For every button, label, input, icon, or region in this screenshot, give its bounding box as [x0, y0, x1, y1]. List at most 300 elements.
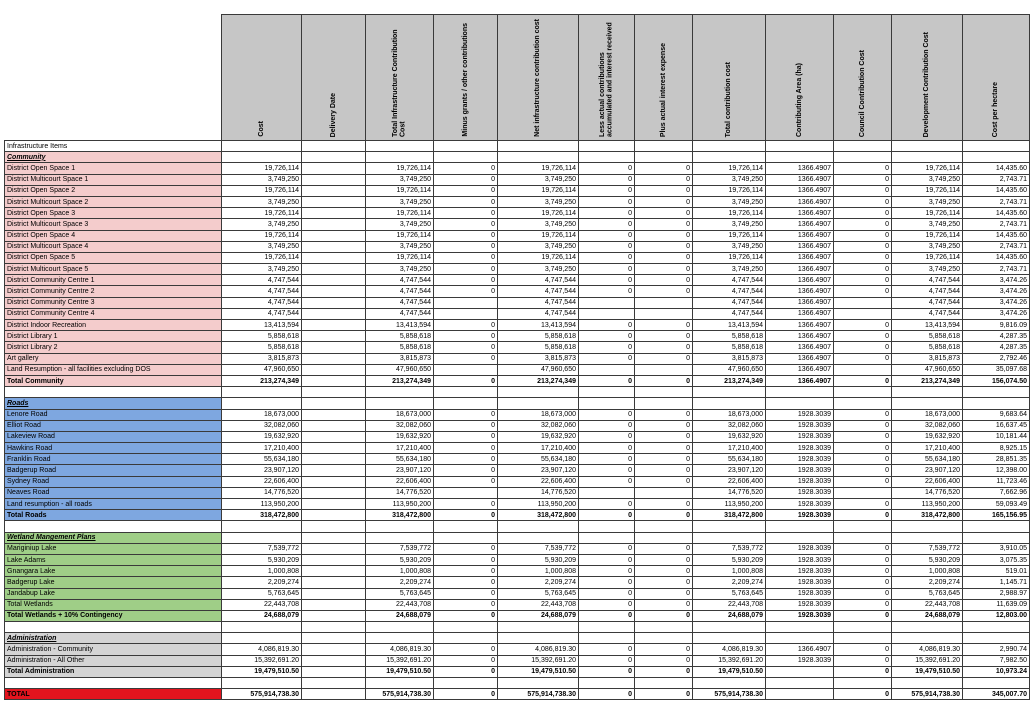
table-cell: 1928.3039 — [766, 599, 834, 610]
table-cell — [302, 241, 366, 252]
table-cell: 0 — [579, 655, 635, 666]
table-cell — [834, 152, 892, 163]
table-cell: 3,749,250 — [222, 196, 302, 207]
table-cell: 0 — [579, 219, 635, 230]
table-cell: 7,539,772 — [498, 543, 579, 554]
table-cell: 9,683.64 — [963, 409, 1030, 420]
row-label: District Community Centre 3 — [5, 297, 222, 308]
table-cell — [498, 152, 579, 163]
table-cell — [766, 689, 834, 700]
table-cell: 3,749,250 — [366, 219, 434, 230]
table-cell: 3,749,250 — [498, 264, 579, 275]
table-cell: 19,726,114 — [222, 252, 302, 263]
table-cell: 0 — [579, 320, 635, 331]
table-cell: 0 — [635, 610, 693, 621]
table-cell: 1366.4907 — [766, 174, 834, 185]
table-cell — [963, 633, 1030, 644]
column-header-label: Cost per hectare — [992, 81, 1000, 137]
table-cell: 0 — [434, 666, 498, 677]
table-cell: 575,914,738.30 — [366, 689, 434, 700]
table-cell: 23,907,120 — [693, 465, 766, 476]
table-cell: 19,726,114 — [498, 185, 579, 196]
table-cell: 0 — [635, 431, 693, 442]
table-cell: 1928.3039 — [766, 443, 834, 454]
table-cell — [766, 387, 834, 398]
column-header-label: Net infrastructure contribution cost — [534, 19, 542, 137]
table-cell: 213,274,349 — [693, 375, 766, 386]
table-cell: 0 — [834, 566, 892, 577]
table-cell: 0 — [579, 331, 635, 342]
column-header — [366, 15, 434, 141]
table-cell: 0 — [635, 196, 693, 207]
table-cell — [302, 420, 366, 431]
table-cell: 1928.3039 — [766, 588, 834, 599]
table-cell: 14,435.60 — [963, 163, 1030, 174]
table-cell: 0 — [434, 196, 498, 207]
table-cell: 23,907,120 — [498, 465, 579, 476]
table-cell: 1,000,808 — [366, 566, 434, 577]
table-cell: 55,634,180 — [222, 454, 302, 465]
table-cell: 0 — [579, 196, 635, 207]
table-row — [5, 476, 1030, 487]
table-cell — [766, 521, 834, 532]
column-header — [892, 15, 963, 141]
table-row — [5, 185, 1030, 196]
spacer-row — [5, 521, 1030, 532]
table-row — [5, 331, 1030, 342]
row-label: Total Administration — [5, 666, 222, 677]
table-row — [5, 543, 1030, 554]
table-cell: 24,688,079 — [366, 610, 434, 621]
table-cell: 0 — [434, 499, 498, 510]
table-cell — [302, 320, 366, 331]
table-cell: 0 — [434, 174, 498, 185]
table-cell — [892, 532, 963, 543]
table-cell — [766, 622, 834, 633]
table-cell — [635, 532, 693, 543]
table-row — [5, 487, 1030, 498]
table-cell: 0 — [635, 286, 693, 297]
table-cell: 19,479,510.50 — [498, 666, 579, 677]
empty-cell — [834, 141, 892, 152]
column-header — [635, 15, 693, 141]
table-cell: 0 — [579, 420, 635, 431]
table-cell: 1366.4907 — [766, 252, 834, 263]
table-cell — [302, 275, 366, 286]
row-label: District Community Centre 1 — [5, 275, 222, 286]
table-cell: 47,960,650 — [222, 364, 302, 375]
table-cell — [693, 633, 766, 644]
table-cell: 13,413,594 — [222, 320, 302, 331]
table-cell: 22,443,708 — [222, 599, 302, 610]
table-cell — [834, 398, 892, 409]
table-cell: 0 — [434, 208, 498, 219]
table-cell: 2,743.71 — [963, 219, 1030, 230]
table-cell: 1366.4907 — [766, 264, 834, 275]
table-cell: 0 — [834, 320, 892, 331]
table-cell — [834, 387, 892, 398]
table-cell — [693, 532, 766, 543]
table-cell: 19,726,114 — [222, 185, 302, 196]
table-cell: 5,930,209 — [693, 554, 766, 565]
table-cell: 47,960,650 — [366, 364, 434, 375]
table-cell: 55,634,180 — [498, 454, 579, 465]
table-cell — [302, 633, 366, 644]
table-cell: 11,639.09 — [963, 599, 1030, 610]
table-cell: 345,007.70 — [963, 689, 1030, 700]
table-cell — [222, 521, 302, 532]
table-cell: 5,858,618 — [366, 342, 434, 353]
table-cell: 19,632,920 — [222, 431, 302, 442]
table-cell — [302, 252, 366, 263]
table-cell: 0 — [834, 174, 892, 185]
table-cell: 3,749,250 — [366, 196, 434, 207]
table-cell: 519.01 — [963, 566, 1030, 577]
table-cell: 0 — [635, 465, 693, 476]
table-cell: 19,726,114 — [892, 208, 963, 219]
table-cell: 0 — [579, 454, 635, 465]
table-cell: 0 — [579, 409, 635, 420]
table-cell — [766, 152, 834, 163]
column-header-label: Plus actual interest expense — [659, 42, 667, 137]
table-cell: 1366.4907 — [766, 286, 834, 297]
table-cell: 5,858,618 — [693, 331, 766, 342]
table-cell: 0 — [635, 320, 693, 331]
table-cell: 32,082,060 — [693, 420, 766, 431]
table-cell: 5,858,618 — [693, 342, 766, 353]
table-cell: 0 — [579, 375, 635, 386]
table-cell: 0 — [434, 230, 498, 241]
table-cell: 17,210,400 — [366, 443, 434, 454]
table-cell: 3,749,250 — [366, 241, 434, 252]
table-cell: 0 — [434, 219, 498, 230]
table-cell: 0 — [635, 689, 693, 700]
table-cell — [434, 633, 498, 644]
table-cell: 113,950,200 — [693, 499, 766, 510]
table-cell: 3,749,250 — [222, 264, 302, 275]
row-label: Total Community — [5, 375, 222, 386]
table-cell: 0 — [635, 241, 693, 252]
table-cell — [302, 398, 366, 409]
row-label: Total Roads — [5, 510, 222, 521]
row-label: Franklin Road — [5, 454, 222, 465]
table-cell: 5,763,645 — [693, 588, 766, 599]
table-cell: 7,539,772 — [693, 543, 766, 554]
table-cell — [766, 633, 834, 644]
table-row — [5, 566, 1030, 577]
table-cell: 32,082,060 — [222, 420, 302, 431]
row-label: District Community Centre 2 — [5, 286, 222, 297]
table-cell: 13,413,594 — [693, 320, 766, 331]
table-cell: 2,988.97 — [963, 588, 1030, 599]
table-cell: 0 — [834, 230, 892, 241]
row-label: District Community Centre 4 — [5, 308, 222, 319]
empty-cell — [434, 141, 498, 152]
table-cell: 22,606,400 — [222, 476, 302, 487]
table-cell: 0 — [579, 610, 635, 621]
table-cell: 55,634,180 — [366, 454, 434, 465]
row-label: District Library 1 — [5, 331, 222, 342]
table-cell: 4,086,819.30 — [693, 644, 766, 655]
row-label: Hawkins Road — [5, 443, 222, 454]
table-cell: 575,914,738.30 — [892, 689, 963, 700]
table-cell: 0 — [834, 264, 892, 275]
table-cell: 18,673,000 — [498, 409, 579, 420]
table-cell: 19,479,510.50 — [693, 666, 766, 677]
table-cell: 0 — [635, 409, 693, 420]
row-label: Lake Adams — [5, 554, 222, 565]
table-cell: 0 — [834, 286, 892, 297]
table-cell: 3,075.35 — [963, 554, 1030, 565]
table-cell: 4,747,544 — [693, 308, 766, 319]
table-cell: 14,435.60 — [963, 230, 1030, 241]
table-cell: 0 — [579, 275, 635, 286]
table-cell: 0 — [834, 208, 892, 219]
table-cell: 3,749,250 — [366, 174, 434, 185]
table-cell — [635, 387, 693, 398]
table-cell: 0 — [434, 655, 498, 666]
row-label: Administration - All Other — [5, 655, 222, 666]
table-cell: 14,776,520 — [693, 487, 766, 498]
table-cell: 0 — [434, 566, 498, 577]
table-cell: 4,747,544 — [366, 297, 434, 308]
table-cell: 3,749,250 — [498, 196, 579, 207]
table-cell — [302, 689, 366, 700]
row-label: Badgerup Lake — [5, 577, 222, 588]
table-cell: 59,093.49 — [963, 499, 1030, 510]
table-cell: 7,539,772 — [222, 543, 302, 554]
column-header — [766, 15, 834, 141]
table-cell: 0 — [579, 499, 635, 510]
empty-cell — [366, 141, 434, 152]
table-cell: 318,472,800 — [222, 510, 302, 521]
table-cell: 0 — [434, 320, 498, 331]
table-cell: 3,749,250 — [222, 174, 302, 185]
table-cell: 5,858,618 — [498, 331, 579, 342]
table-cell — [366, 633, 434, 644]
infrastructure-contributions-table — [4, 14, 1030, 700]
table-cell: 2,743.71 — [963, 241, 1030, 252]
table-cell: 55,634,180 — [693, 454, 766, 465]
table-cell: 19,726,114 — [366, 163, 434, 174]
table-cell: 0 — [579, 163, 635, 174]
table-cell — [579, 398, 635, 409]
table-cell: 0 — [834, 465, 892, 476]
table-cell — [302, 532, 366, 543]
table-body — [5, 141, 1030, 700]
row-label: Gnangara Lake — [5, 566, 222, 577]
table-cell: 7,539,772 — [366, 543, 434, 554]
empty-cell — [963, 141, 1030, 152]
section-header-row — [5, 152, 1030, 163]
table-cell: 1366.4907 — [766, 219, 834, 230]
table-cell — [302, 554, 366, 565]
table-cell: 5,858,618 — [892, 342, 963, 353]
table-cell: 1366.4907 — [766, 275, 834, 286]
table-cell: 1928.3039 — [766, 476, 834, 487]
table-cell: 4,747,544 — [498, 308, 579, 319]
table-cell: 3,749,250 — [222, 219, 302, 230]
row-label: District Multicourt Space 2 — [5, 196, 222, 207]
table-cell: 1928.3039 — [766, 409, 834, 420]
row-label: Administration - Community — [5, 644, 222, 655]
table-cell: 19,726,114 — [693, 252, 766, 263]
column-header — [498, 15, 579, 141]
table-cell: 0 — [834, 599, 892, 610]
table-cell: 0 — [579, 554, 635, 565]
table-cell: 3,474.26 — [963, 297, 1030, 308]
table-cell: 0 — [635, 577, 693, 588]
table-cell: 0 — [635, 476, 693, 487]
table-cell — [302, 286, 366, 297]
table-cell: 0 — [635, 543, 693, 554]
table-cell: 19,726,114 — [693, 185, 766, 196]
table-cell: 5,763,645 — [222, 588, 302, 599]
table-row — [5, 252, 1030, 263]
table-cell — [834, 308, 892, 319]
table-cell: 0 — [635, 554, 693, 565]
table-cell — [366, 387, 434, 398]
table-cell — [834, 532, 892, 543]
table-cell: 3,749,250 — [693, 174, 766, 185]
column-header-label: Cost — [257, 121, 265, 137]
table-cell: 0 — [834, 252, 892, 263]
table-cell — [302, 364, 366, 375]
table-cell: 3,749,250 — [892, 241, 963, 252]
table-cell: 2,209,274 — [222, 577, 302, 588]
table-cell: 13,413,594 — [892, 320, 963, 331]
table-cell: 5,763,645 — [498, 588, 579, 599]
table-row — [5, 499, 1030, 510]
table-cell — [579, 152, 635, 163]
table-cell: 19,726,114 — [693, 208, 766, 219]
table-cell: 15,392,691.20 — [222, 655, 302, 666]
table-cell — [766, 666, 834, 677]
section-header-row — [5, 633, 1030, 644]
table-cell: 23,907,120 — [892, 465, 963, 476]
table-cell: 0 — [434, 465, 498, 476]
row-label — [5, 678, 222, 689]
table-cell: 5,858,618 — [366, 331, 434, 342]
table-row — [5, 454, 1030, 465]
table-cell: 1,000,808 — [498, 566, 579, 577]
table-cell: 3,910.05 — [963, 543, 1030, 554]
table-cell: 15,392,691.20 — [366, 655, 434, 666]
table-cell: 22,443,708 — [693, 599, 766, 610]
table-cell: 19,726,114 — [892, 252, 963, 263]
column-header-row — [5, 15, 1030, 141]
table-cell — [434, 308, 498, 319]
table-cell: 19,726,114 — [366, 208, 434, 219]
table-cell — [693, 521, 766, 532]
table-cell: 4,747,544 — [892, 297, 963, 308]
table-cell: 0 — [434, 431, 498, 442]
table-row — [5, 342, 1030, 353]
table-cell: 575,914,738.30 — [498, 689, 579, 700]
table-cell — [963, 521, 1030, 532]
table-cell: 1366.4907 — [766, 196, 834, 207]
table-cell: 0 — [635, 420, 693, 431]
table-cell: 0 — [579, 241, 635, 252]
table-cell: 3,749,250 — [222, 241, 302, 252]
table-cell: 0 — [834, 499, 892, 510]
table-cell: 1928.3039 — [766, 465, 834, 476]
table-row — [5, 420, 1030, 431]
table-cell: 0 — [579, 543, 635, 554]
table-cell — [635, 487, 693, 498]
table-cell: 0 — [635, 588, 693, 599]
table-cell: 22,443,708 — [366, 599, 434, 610]
table-cell: 0 — [834, 454, 892, 465]
section-header-row — [5, 532, 1030, 543]
table-cell: 24,688,079 — [693, 610, 766, 621]
table-cell: 1366.4907 — [766, 208, 834, 219]
table-cell: 1366.4907 — [766, 230, 834, 241]
table-cell: 0 — [579, 431, 635, 442]
row-label: Wetland Mangement Plans — [5, 532, 222, 543]
row-label: District Open Space 3 — [5, 208, 222, 219]
column-header-label: Total Infrastructure Contribution Cost — [392, 29, 407, 137]
table-row — [5, 364, 1030, 375]
table-cell: 0 — [434, 163, 498, 174]
table-cell: 2,792.46 — [963, 353, 1030, 364]
table-cell: 47,960,650 — [498, 364, 579, 375]
table-cell: 19,632,920 — [693, 431, 766, 442]
table-cell: 0 — [579, 252, 635, 263]
table-cell: 0 — [834, 420, 892, 431]
table-cell — [302, 342, 366, 353]
table-cell: 3,749,250 — [892, 264, 963, 275]
total-row — [5, 375, 1030, 386]
empty-cell — [222, 141, 302, 152]
table-cell: 0 — [579, 208, 635, 219]
table-cell — [302, 454, 366, 465]
table-cell — [766, 532, 834, 543]
table-cell: 3,749,250 — [498, 174, 579, 185]
row-label: Total Wetlands — [5, 599, 222, 610]
table-cell: 4,747,544 — [366, 275, 434, 286]
table-cell: 0 — [834, 241, 892, 252]
table-cell: 0 — [434, 420, 498, 431]
table-cell: 0 — [579, 443, 635, 454]
table-cell: 19,726,114 — [892, 185, 963, 196]
table-row — [5, 219, 1030, 230]
table-cell: 5,763,645 — [366, 588, 434, 599]
table-cell — [302, 521, 366, 532]
table-cell — [963, 532, 1030, 543]
table-cell: 19,726,114 — [366, 230, 434, 241]
table-cell — [766, 678, 834, 689]
table-row — [5, 241, 1030, 252]
table-cell — [693, 387, 766, 398]
table-cell: 14,435.60 — [963, 185, 1030, 196]
table-cell: 0 — [434, 375, 498, 386]
table-cell: 3,749,250 — [892, 174, 963, 185]
table-cell — [498, 521, 579, 532]
table-cell: 15,392,691.20 — [498, 655, 579, 666]
table-cell: 3,749,250 — [892, 196, 963, 207]
table-cell: 5,858,618 — [498, 342, 579, 353]
table-cell: 113,950,200 — [366, 499, 434, 510]
row-label: Art gallery — [5, 353, 222, 364]
row-label: District Open Space 2 — [5, 185, 222, 196]
table-cell: 4,086,819.30 — [892, 644, 963, 655]
table-cell: 13,413,594 — [498, 320, 579, 331]
table-cell: 1366.4907 — [766, 320, 834, 331]
table-cell: 0 — [434, 342, 498, 353]
table-cell — [579, 532, 635, 543]
table-row — [5, 320, 1030, 331]
